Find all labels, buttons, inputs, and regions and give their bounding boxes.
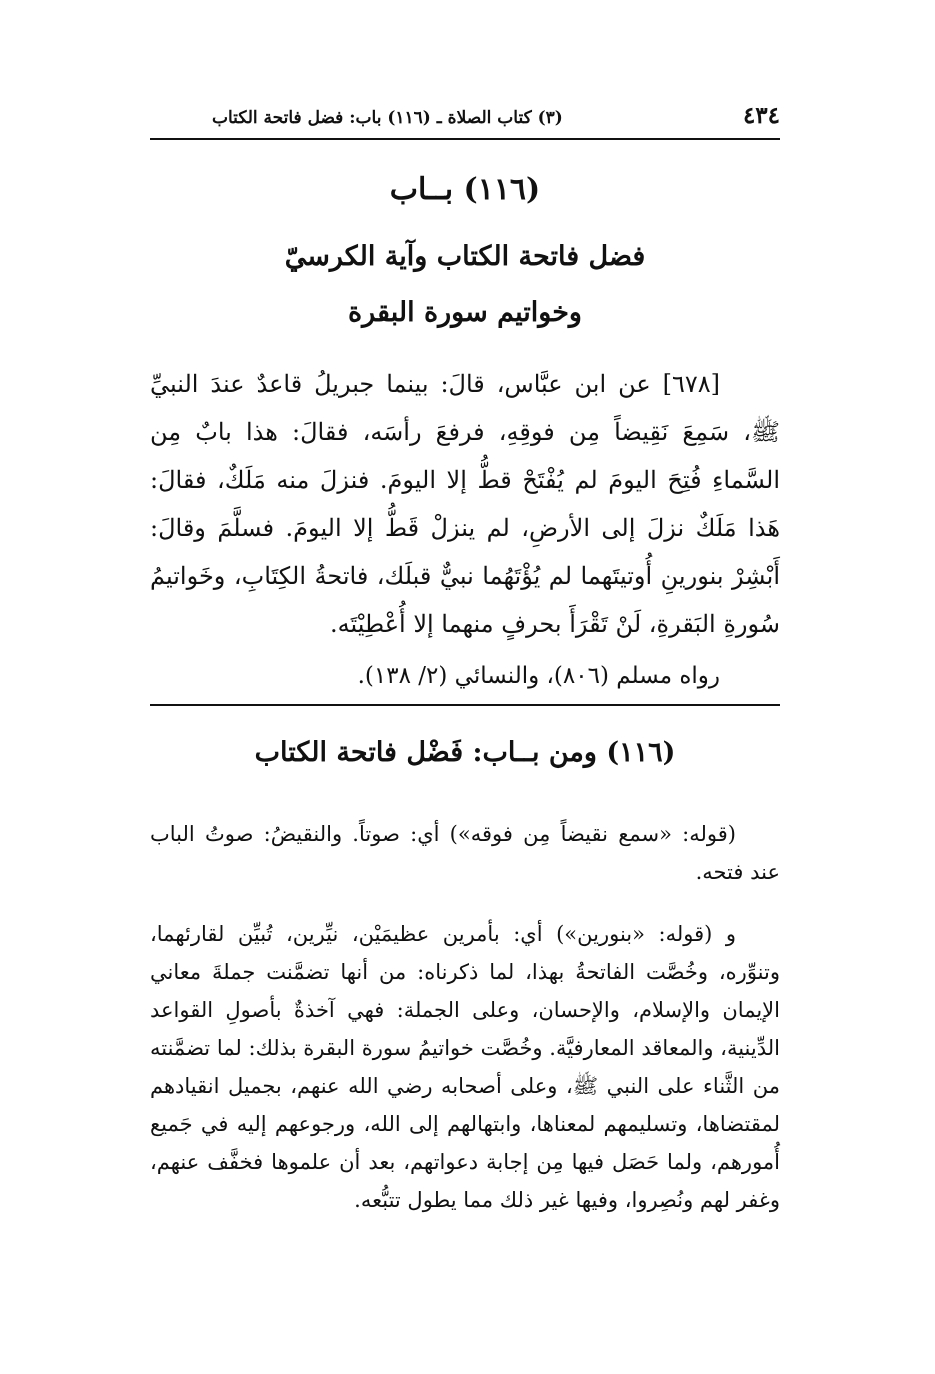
running-head: (٣) كتاب الصلاة ـ (١١٦) باب: فضل فاتحة الكتاب — [212, 108, 563, 128]
page-number: ٤٣٤ — [742, 102, 780, 129]
page-header — [150, 100, 780, 140]
commentary-title: (١١٦) ومن بــاب: فَضْل فاتحة الكتاب — [254, 737, 676, 768]
chapter-title-line-2: وخواتيم سورة البقرة — [348, 297, 582, 328]
hadith-section — [150, 360, 780, 696]
commentary-paragraph-2: و (قوله: «بنورين») أي: بأمرين عظيمَيْن، نيِّرين، تُبيِّن لقارئهما، وتنوِّره، وخُصَّت الفاتحةُ بهذا، لما ذكرناه: من أنها تضمَّنت جملةَ معاني الإيمان والإسلام، والإحسان، وعلى الجملة: فهي آخذةٌ بأصولِ القواعد الدِّينية، والمعاقد المعارفيَّة. وخُصَّت خواتيمُ سورة البقرة بذلك: لما تضمَّنته من الثَّناء على النبي ﷺ، وعلى أصحابه رضي الله عنهم، بجميل انقيادهم لمقتضاها، وتسليمهم لمعناها، وابتهالهم إلى الله، ورجوعهم إليه في جَميع أُمورهم، ولما حَصَل فيها مِن إجابة دعواتهم، بعد أن علموها فخفَّف عنهم، وغفر لهم ونُصِروا، وفيها غير ذلك مما يطول تتبُّعه. — [150, 922, 780, 1212]
chapter-title-line-1: فضل فاتحة الكتاب وآية الكرسيّ — [284, 241, 646, 272]
section-divider — [150, 704, 780, 706]
chapter-heading — [150, 168, 780, 328]
commentary-section — [150, 815, 780, 1219]
commentary-paragraph-1: (قوله: «سمع نقيضاً مِن فوقه») أي: صوتاً. والنقيضُ: صوتُ الباب عند فتحه. — [150, 822, 780, 884]
hadith-source: رواه مسلم (٨٠٦)، والنسائي (٢/ ١٣٨). — [357, 663, 720, 689]
header-rule — [150, 138, 780, 140]
hadith-text: [٦٧٨] عن ابن عبَّاس، قالَ: بينما جبريلُ قاعدٌ عندَ النبيِّ ﷺ، سَمِعَ نَقِيضاً مِن فوقِهِ، فرفعَ رأسَه، فقالَ: هذا بابٌ مِن السَّماءِ فُتِحَ اليومَ لم يُفْتَحْ قطُّ إلا اليومَ. فنزلَ منه مَلَكٌ، فقالَ: هَذا مَلَكٌ نزلَ إلى الأرضِ، لم ينزلْ قَطُّ إلا اليومَ. فسلَّمَ وقالَ: أَبْشِرْ بنورينِ أُوتيتَهما لم يُؤْتَهُما نبيٌّ قبلَك، فاتحةُ الكِتَابِ، وخَواتيمُ سُورةِ البَقرةِ، لَنْ تَقْرَأَ بحرفٍ منهما إلا أُعْطِيْتَه. — [150, 370, 780, 638]
chapter-number-heading: (١١٦) بــاب — [389, 172, 541, 207]
